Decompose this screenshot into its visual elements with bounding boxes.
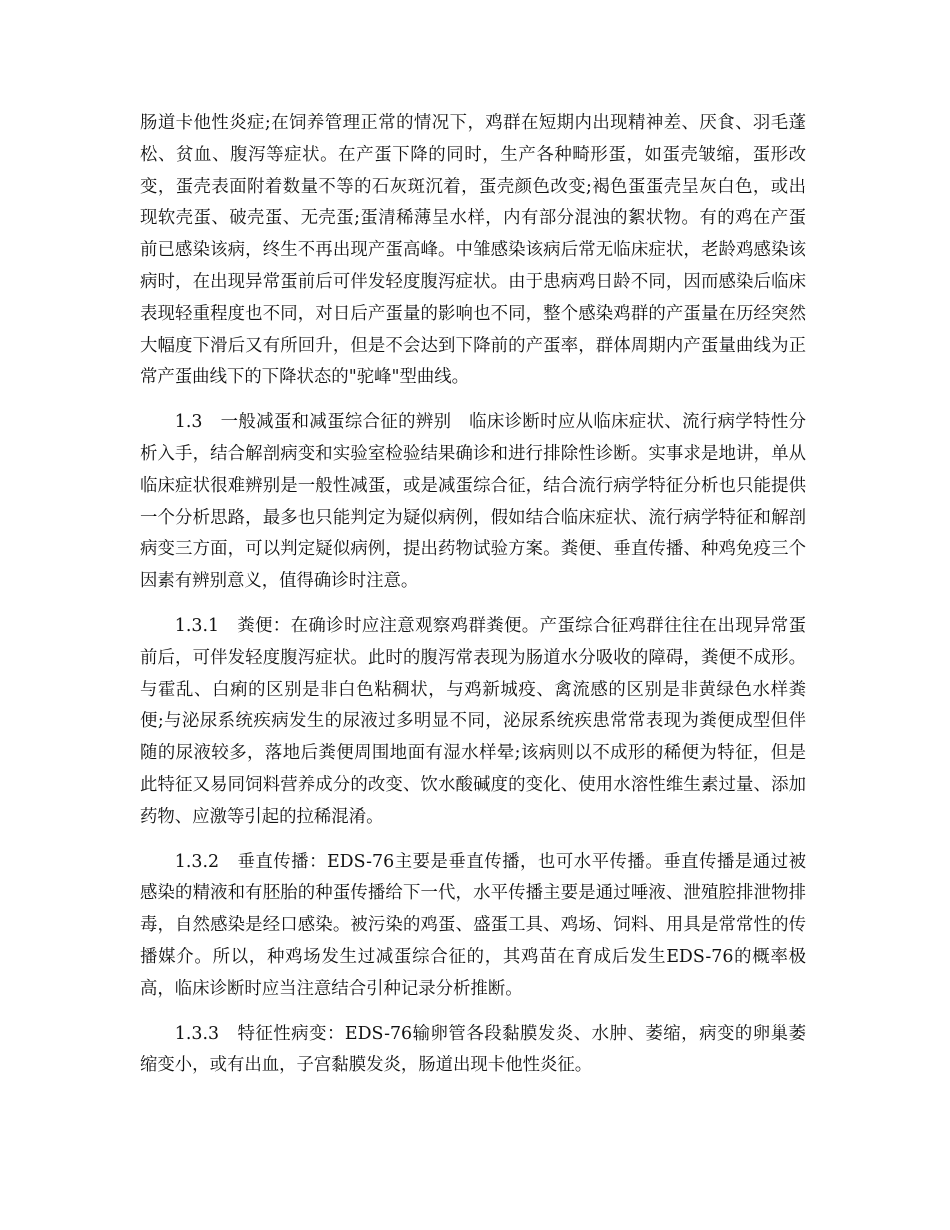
paragraph-section-1-3: 1.3 一般减蛋和减蛋综合征的辨别 临床诊断时应从临床症状、流行病学特性分析入手，结合解剖病变和实验室检验结果确诊和进行排除性诊断。实事求是地讲，单从临床症状很难辨别是一般性减蛋，或是减蛋综合征，结合流行病学特征分析也只能提供一个分析思路，最多也只能判定为疑似病例，假如结合临床症状、流行病学特征和解剖病变三方面，可以判定疑似病例，提出药物试验方案。粪便、垂直传播、种鸡免疫三个因素有辨别意义，值得确诊时注意。 [140, 412, 806, 592]
document-page [140, 108, 806, 1082]
paragraph-intestinal-symptoms: 肠道卡他性炎症;在饲养管理正常的情况下，鸡群在短期内出现精神差、厌食、羽毛蓬松、贫血、腹泻等症状。在产蛋下降的同时，生产各种畸形蛋，如蛋壳皱缩，蛋形改变，蛋壳表面附着数量不等的石灰斑沉着，蛋壳颜色改变;褐色蛋蛋壳呈灰白色，或出现软壳蛋、破壳蛋、无壳蛋;蛋清稀薄呈水样，内有部分混浊的絮状物。有的鸡在产蛋前已感染该病，终生不再出现产蛋高峰。中雏感染该病后常无临床症状，老龄鸡感染该病时，在出现异常蛋前后可伴发轻度腹泻症状。由于患病鸡日龄不同，因而感染后临床表现轻重程度也不同，对日后产蛋量的影响也不同，整个感染鸡群的产蛋量在历经突然大幅度下滑后又有所回升，但是不会达到下降前的产蛋率，群体周期内产蛋量曲线为正常产蛋曲线下的下降状态的"驼峰"型曲线。 [140, 113, 806, 388]
paragraph-section-1-3-1: 1.3.1 粪便：在确诊时应注意观察鸡群粪便。产蛋综合征鸡群往往在出现异常蛋前后，可伴发轻度腹泻症状。此时的腹泻常表现为肠道水分吸收的障碍，粪便不成形。与霍乱、白痢的区别是非白色粘稠状，与鸡新城疫、禽流感的区别是非黄绿色水样粪便;与泌尿系统疾病发生的尿液过多明显不同，泌尿系统疾患常常表现为粪便成型但伴随的尿液较多，落地后粪便周围地面有湿水样晕;该病则以不成形的稀便为特征，但是此特征又易同饲料营养成分的改变、饮水酸碱度的变化、使用水溶性维生素过量、添加药物、应激等引起的拉稀混淆。 [140, 615, 806, 827]
paragraph-section-1-3-2: 1.3.2 垂直传播：EDS-76主要是垂直传播，也可水平传播。垂直传播是通过被感染的精液和有胚胎的种蛋传播给下一代，水平传播主要是通过唾液、泄殖腔排泄物排毒，自然感染是经口感染。被污染的鸡蛋、盛蛋工具、鸡场、饲料、用具是常常性的传播媒介。所以，种鸡场发生过减蛋综合征的，其鸡苗在育成后发生EDS-76的概率极高，临床诊断时应当注意结合引种记录分析推断。 [140, 851, 806, 999]
paragraph-section-1-3-3: 1.3.3 特征性病变：EDS-76输卵管各段黏膜发炎、水肿、萎缩，病变的卵巢萎缩变小，或有出血，子宫黏膜发炎，肠道出现卡他性炎征。 [140, 1023, 806, 1076]
